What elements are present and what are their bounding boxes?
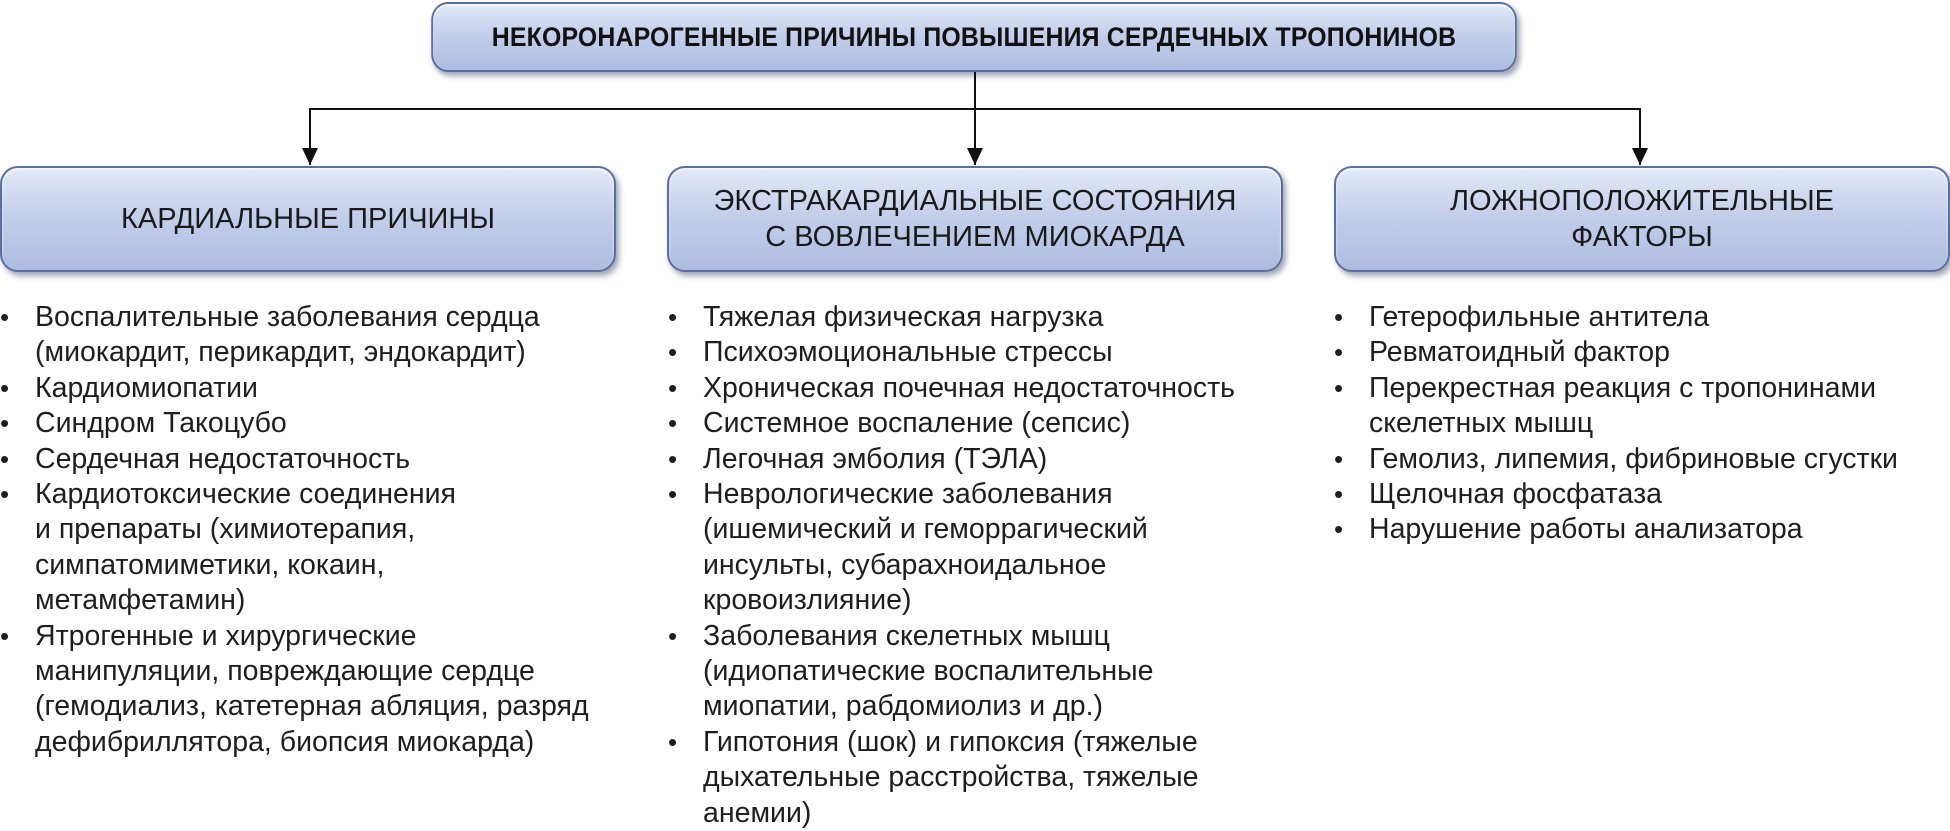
list-item: • Сердечная недостаточность	[0, 442, 640, 477]
diagram-title-box	[431, 2, 1517, 72]
list-item: • Щелочная фосфатаза	[1334, 477, 1944, 512]
list-item: • Тяжелая физическая нагрузка	[668, 300, 1268, 335]
list-item: • Перекрестная реакция с тропонинами скелетных мышц	[1334, 371, 1944, 442]
arrowhead-false	[1632, 148, 1648, 165]
list-item: • Кардиотоксические соединения и препараты (химиотерапия, симпатомиметики, кокаин, метамфетамин)	[0, 477, 640, 619]
list-item: • Нарушение работы анализатора	[1334, 512, 1944, 547]
list-item: • Ревматоидный фактор	[1334, 335, 1944, 370]
list-item: • Системное воспаление (сепсис)	[668, 406, 1268, 441]
list-item: • Гипотония (шок) и гипоксия (тяжелые дыхательные расстройства, тяжелые анемии)	[668, 725, 1268, 831]
category-box-cardiac	[0, 166, 616, 272]
list-item: • Гемолиз, липемия, фибриновые сгустки	[1334, 442, 1944, 477]
list-item: • Хроническая почечная недостаточность	[668, 371, 1268, 406]
arrowhead-cardiac	[302, 148, 318, 165]
arrowhead-extra	[967, 148, 983, 165]
list-item: • Кардиомиопатии	[0, 371, 640, 406]
list-item: • Психоэмоциональные стрессы	[668, 335, 1268, 370]
extracardiac-conditions-list	[668, 300, 1268, 831]
list-item: • Воспалительные заболевания сердца (миокардит, перикардит, эндокардит)	[0, 300, 640, 371]
category-title-cardiac: КАРДИАЛЬНЫЕ ПРИЧИНЫ	[121, 203, 495, 235]
category-title-extracardiac: ЭКСТРАКАРДИАЛЬНЫЕ СОСТОЯНИЯ С ВОВЛЕЧЕНИЕМ МИОКАРДА	[713, 185, 1237, 253]
list-item: • Легочная эмболия (ТЭЛА)	[668, 442, 1268, 477]
cardiac-causes-list	[0, 300, 640, 760]
list-item: • Ятрогенные и хирургические манипуляции, повреждающие сердце (гемодиализ, катетерная абляция, разряд дефибриллятора, биопсия миокарда)	[0, 619, 640, 761]
diagram-title: НЕКОРОНАРОГЕННЫЕ ПРИЧИНЫ ПОВЫШЕНИЯ СЕРДЕЧНЫХ ТРОПОНИНОВ	[491, 21, 1457, 52]
list-item: • Синдром Такоцубо	[0, 406, 640, 441]
category-box-false-positive	[1334, 166, 1950, 272]
false-positive-factors-list	[1334, 300, 1944, 548]
list-item: • Неврологические заболевания (ишемический и геморрагический инсульты, субарахноидальное кровоизлияние)	[668, 477, 1268, 619]
list-item: • Гетерофильные антитела	[1334, 300, 1944, 335]
category-title-false-positive: ЛОЖНОПОЛОЖИТЕЛЬНЫЕ ФАКТОРЫ	[1450, 185, 1834, 253]
list-item: • Заболевания скелетных мышц (идиопатические воспалительные миопатии, рабдомиолиз и др.)	[668, 619, 1268, 725]
category-box-extracardiac	[667, 166, 1283, 272]
